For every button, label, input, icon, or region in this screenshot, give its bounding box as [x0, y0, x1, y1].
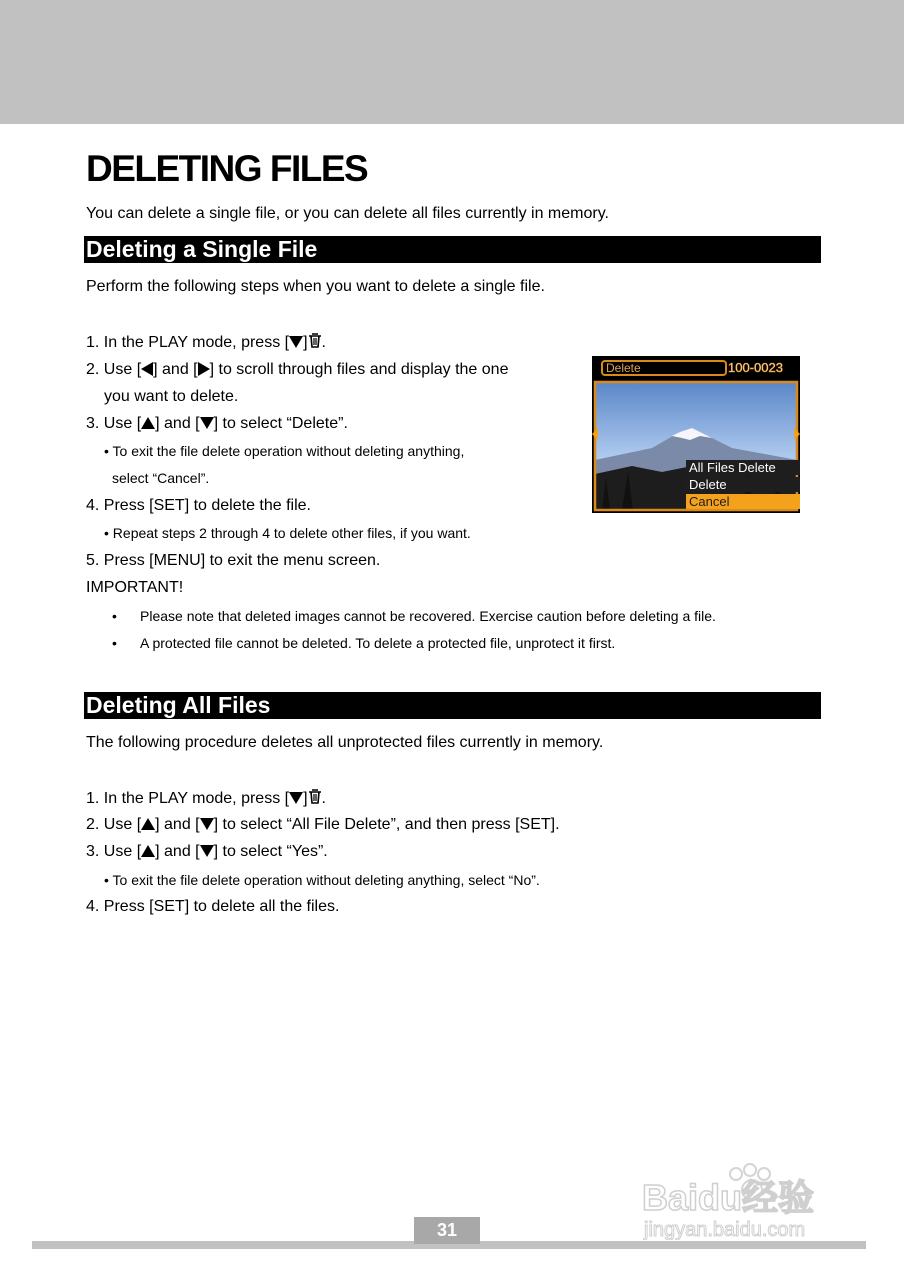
important-bullet-1: Please note that deleted images cannot be recovered. Exercise caution before deleting a file.	[140, 608, 716, 624]
right-arrow-icon	[198, 362, 210, 376]
single-step-1: 1. In the PLAY mode, press [ ] .	[86, 333, 326, 353]
page-title: DELETING FILES	[86, 148, 368, 189]
trash-icon	[308, 332, 322, 348]
page-number: 31	[414, 1217, 480, 1244]
down-arrow-icon	[200, 818, 214, 830]
camera-menu-item: Delete	[689, 477, 727, 492]
up-arrow-icon	[141, 818, 155, 830]
section-heading-single: Deleting a Single File	[84, 236, 821, 263]
single-step-4-note: • Repeat steps 2 through 4 to delete other files, if you want.	[104, 525, 471, 541]
camera-delete-screen	[592, 356, 800, 513]
bullet-mark: •	[112, 608, 117, 624]
important-label: IMPORTANT!	[86, 579, 184, 596]
down-arrow-icon	[289, 336, 303, 348]
single-step-2: 2. Use [ ] and [ ] to scroll through files and display the one	[86, 361, 509, 378]
down-arrow-icon	[289, 792, 303, 804]
all-step-3-note: • To exit the file delete operation without deleting anything, select “No”.	[104, 872, 540, 888]
single-step-4: 4. Press [SET] to delete the file.	[86, 497, 311, 514]
all-step-2: 2. Use [ ] and [ ] to select “All File Delete”, and then press [SET].	[86, 816, 560, 833]
section-heading-all: Deleting All Files	[84, 692, 821, 719]
up-arrow-icon	[141, 845, 155, 857]
single-step-3: 3. Use [ ] and [ ] to select “Delete”.	[86, 415, 348, 432]
single-step-5: 5. Press [MENU] to exit the menu screen.	[86, 552, 381, 569]
important-bullet-2: A protected file cannot be deleted. To delete a protected file, unprotect it first.	[140, 635, 616, 651]
intro-text: You can delete a single file, or you can delete all files currently in memory.	[86, 205, 609, 222]
left-arrow-icon	[141, 362, 153, 376]
camera-file-number: 100-0023	[728, 360, 783, 375]
single-step-2-cont: you want to delete.	[104, 388, 239, 405]
bullet-mark: •	[112, 635, 117, 651]
top-band	[0, 0, 904, 124]
all-step-3: 3. Use [ ] and [ ] to select “Yes”.	[86, 843, 328, 860]
watermark-brand: Baidu经验	[642, 1177, 815, 1218]
trash-icon	[308, 788, 322, 804]
single-lead: Perform the following steps when you want to delete a single file.	[86, 278, 545, 295]
watermark-url: jingyan.baidu.com	[644, 1219, 806, 1240]
camera-label: Delete	[606, 361, 641, 375]
baidu-watermark	[640, 1160, 850, 1240]
single-step-3-note-cont: select “Cancel”.	[112, 470, 210, 486]
camera-menu	[686, 460, 800, 509]
single-step-3-note: • To exit the file delete operation without deleting anything,	[104, 443, 465, 459]
camera-menu-item: All Files Delete	[689, 460, 776, 475]
camera-menu-item-selected: Cancel	[689, 494, 730, 509]
all-step-1: 1. In the PLAY mode, press [ ] .	[86, 789, 326, 809]
down-arrow-icon	[200, 845, 214, 857]
all-step-4: 4. Press [SET] to delete all the files.	[86, 898, 340, 915]
down-arrow-icon	[200, 417, 214, 429]
up-arrow-icon	[141, 417, 155, 429]
all-lead: The following procedure deletes all unprotected files currently in memory.	[86, 734, 604, 751]
